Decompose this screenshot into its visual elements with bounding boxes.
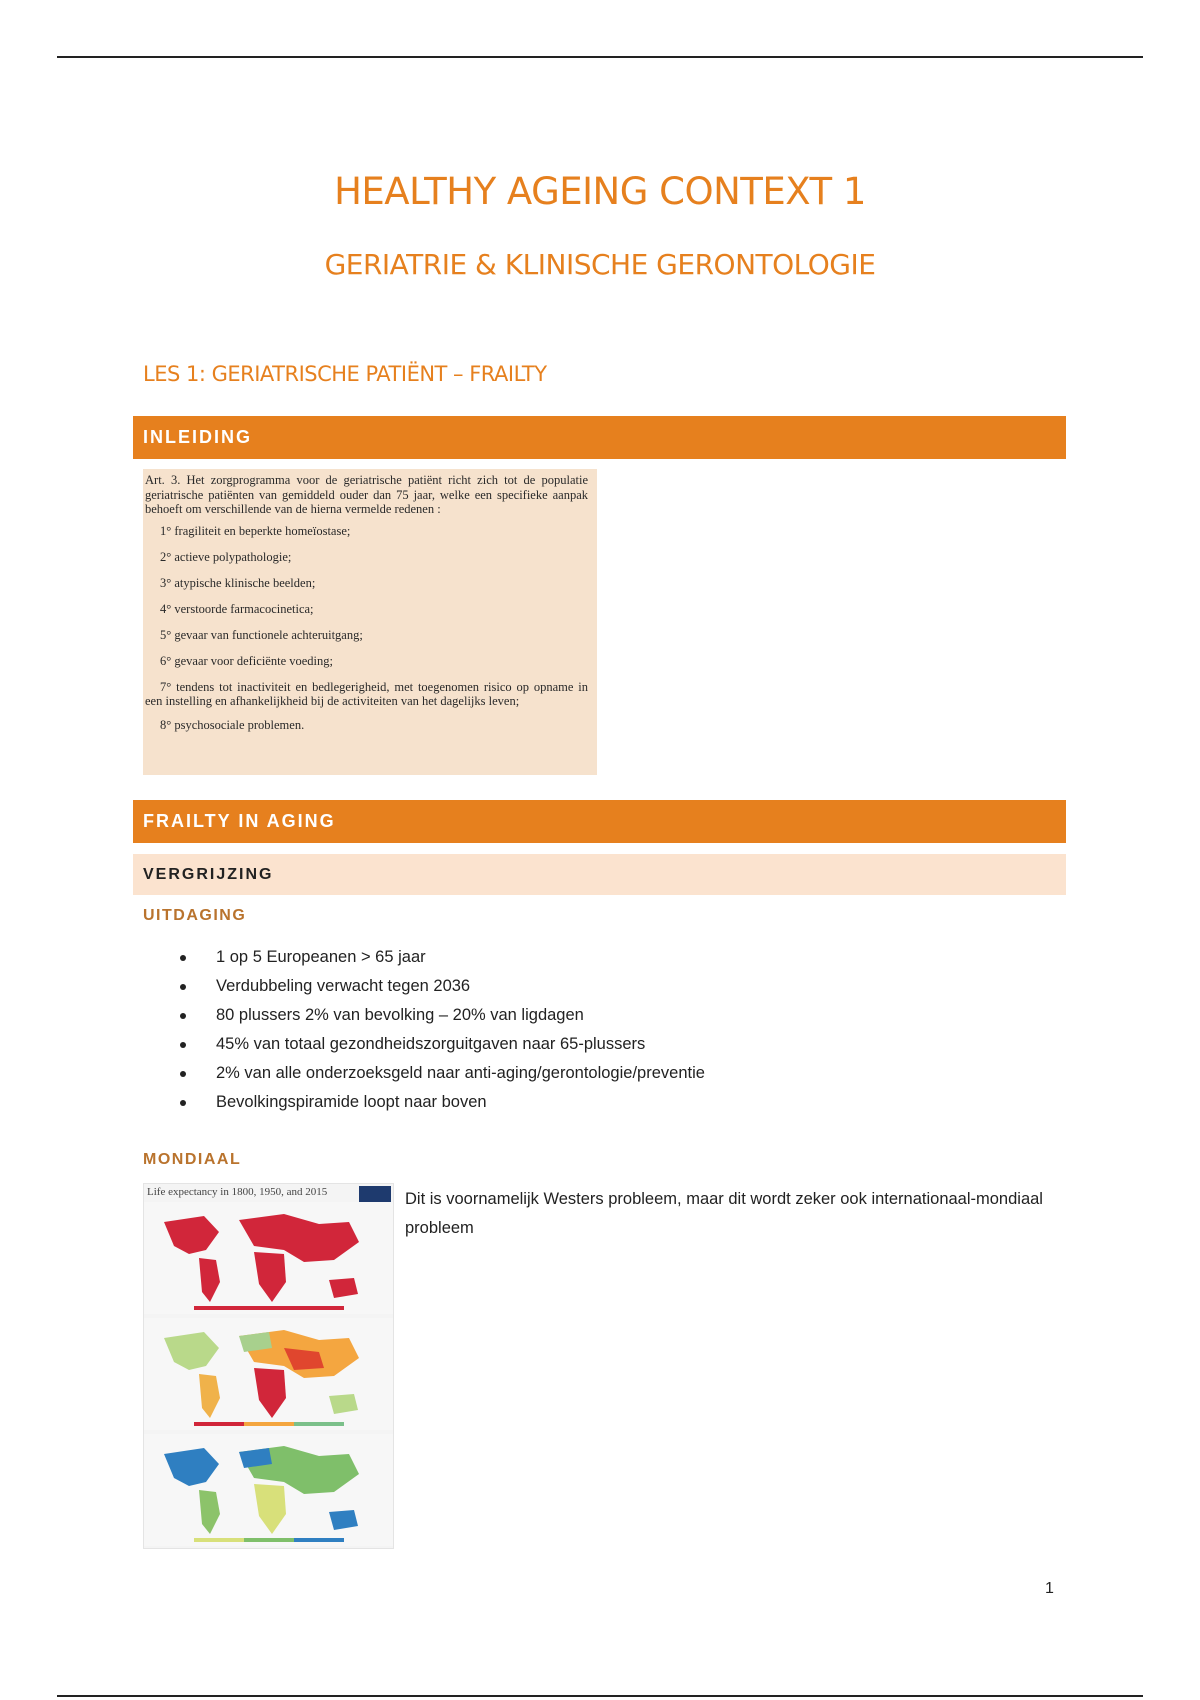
article-item: 1° fragiliteit en beperkte homeïostase; (160, 523, 351, 538)
article-item: 2° actieve polypathologie; (160, 549, 292, 564)
bullet-icon (180, 984, 186, 990)
article-intro: Art. 3. Het zorgprogramma voor de geriatrische patiënt richt zich tot de populatie geriatrische patiënten van gemiddeld ouder dan 75 jaar, welke een specifieke aanpak behoeft om verschillende van de hierna vermelde redenen : (145, 473, 588, 516)
map-1950 (144, 1318, 393, 1430)
list-item (180, 1001, 705, 1030)
article-item: 7° tendens tot inactiviteit en bedlegerigheid, met toegenomen risico op opname in een instelling en afhankelijkheid bij de activiteiten van het dagelijks leven; (145, 679, 588, 708)
section-bar-frailty: FRAILTY IN AGING (133, 800, 1066, 843)
article-item: 5° gevaar van functionele achteruitgang; (160, 627, 363, 642)
map-1800 (144, 1202, 393, 1314)
subsection-bar-vergrijzing: VERGRIJZING (133, 854, 1066, 895)
list-item (180, 1088, 705, 1117)
list-item-text: 1 op 5 Europeanen > 65 jaar (216, 948, 426, 966)
bullet-icon (180, 1100, 186, 1106)
page-number: 1 (1045, 1580, 1054, 1597)
header-rule (57, 56, 1143, 58)
list-item-text: 80 plussers 2% van bevolking – 20% van ligdagen (216, 1006, 584, 1024)
world-maps-illustration (144, 1202, 393, 1549)
document-title: HEALTHY AGEING CONTEXT 1 (334, 170, 866, 213)
list-item (180, 1059, 705, 1088)
bullet-icon (180, 1013, 186, 1019)
article-item: 8° psychosociale problemen. (160, 717, 305, 732)
bullet-icon (180, 1071, 186, 1077)
footer-rule (57, 1695, 1143, 1697)
article-excerpt (143, 469, 597, 775)
article-item: 6° gevaar voor deficiënte voeding; (160, 653, 333, 668)
document-subtitle: GERIATRIE & KLINISCHE GERONTOLOGIE (324, 248, 876, 281)
heading-mondiaal: MONDIAAL (143, 1151, 242, 1168)
list-item (180, 972, 705, 1001)
list-item (180, 943, 705, 972)
heading-uitdaging: UITDAGING (143, 907, 247, 924)
list-item-text: Verdubbeling verwacht tegen 2036 (216, 977, 471, 995)
life-expectancy-maps-figure (143, 1183, 394, 1549)
list-item-text: 2% van alle onderzoeksgeld naar anti-aging/gerontologie/preventie (216, 1064, 705, 1082)
lesson-heading: LES 1: GERIATRISCHE PATIËNT – FRAILTY (143, 362, 547, 386)
map-2015 (144, 1434, 393, 1546)
mondiaal-text: Dit is voornamelijk Westers probleem, maar dit wordt zeker ook internationaal-mondiaal probleem (405, 1190, 1043, 1237)
bullet-icon (180, 1042, 186, 1048)
section-bar-inleiding: INLEIDING (133, 416, 1066, 459)
uitdaging-list (180, 943, 705, 1117)
bullet-icon (180, 955, 186, 961)
source-logo (359, 1186, 391, 1202)
list-item-text: 45% van totaal gezondheidszorguitgaven naar 65-plussers (216, 1035, 646, 1053)
list-item (180, 1030, 705, 1059)
article-item: 3° atypische klinische beelden; (160, 575, 316, 590)
article-item: 4° verstoorde farmacocinetica; (160, 601, 314, 616)
figure-caption: Life expectancy in 1800, 1950, and 2015 (147, 1186, 328, 1198)
list-item-text: Bevolkingspiramide loopt naar boven (216, 1093, 487, 1111)
